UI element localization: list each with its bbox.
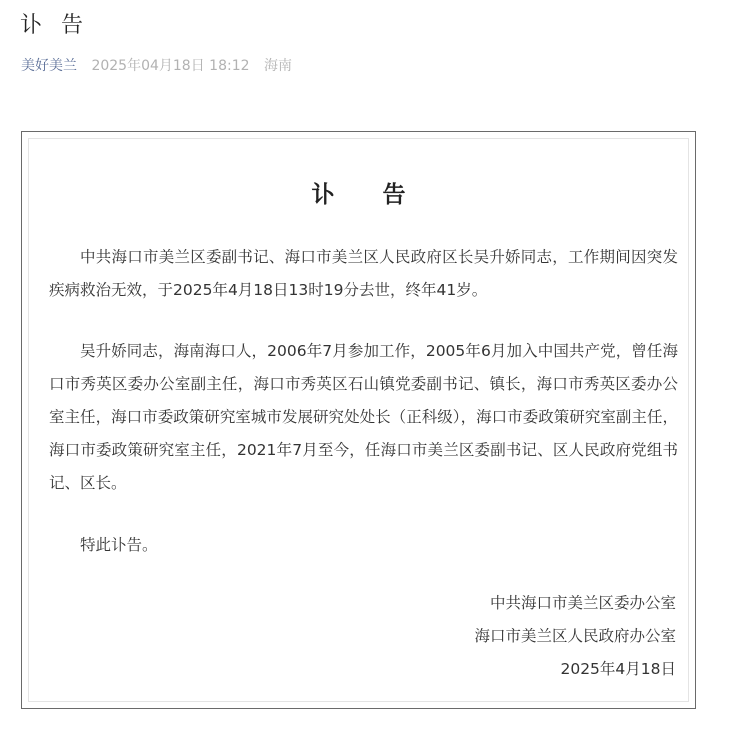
article-meta bbox=[21, 56, 292, 76]
account-name-link[interactable]: 美好美兰 bbox=[21, 58, 77, 74]
signature-district-government-office: 海口市美兰区人民政府办公室 bbox=[474, 627, 676, 645]
publish-location: 海南 bbox=[263, 58, 292, 74]
publish-datetime: 2025年04月18日 18:12 bbox=[91, 58, 250, 74]
notice-paragraph-2: 吴升娇同志，海南海口人，2006年7月参加工作，2005年6月加入中国共产党，曾任海口市秀英区委办公室副主任，海口市秀英区石山镇党委副书记、镇长，海口市秀英区委办公室主任，海口市委政策研究室城市发展研究处处长（正科级），海口市委政策研究室副主任，海口市委政策研究室主任，2021年7月至今，任海口市美兰区委副书记、区人民政府党组书记、区长。 bbox=[49, 342, 678, 492]
obituary-notice-image bbox=[21, 131, 696, 709]
signature-date: 2025年4月18日 bbox=[560, 660, 676, 678]
signature-district-committee-office: 中共海口市美兰区委办公室 bbox=[489, 594, 676, 612]
notice-heading: 讣 告 bbox=[311, 182, 426, 208]
article-title: 讣 告 bbox=[20, 13, 89, 38]
notice-paragraph-3: 特此讣告。 bbox=[80, 536, 158, 554]
notice-paragraph-1: 中共海口市美兰区委副书记、海口市美兰区人民政府区长吴升娇同志，工作期间因突发疾病救治无效，于2025年4月18日13时19分去世，终年41岁。 bbox=[49, 248, 678, 299]
